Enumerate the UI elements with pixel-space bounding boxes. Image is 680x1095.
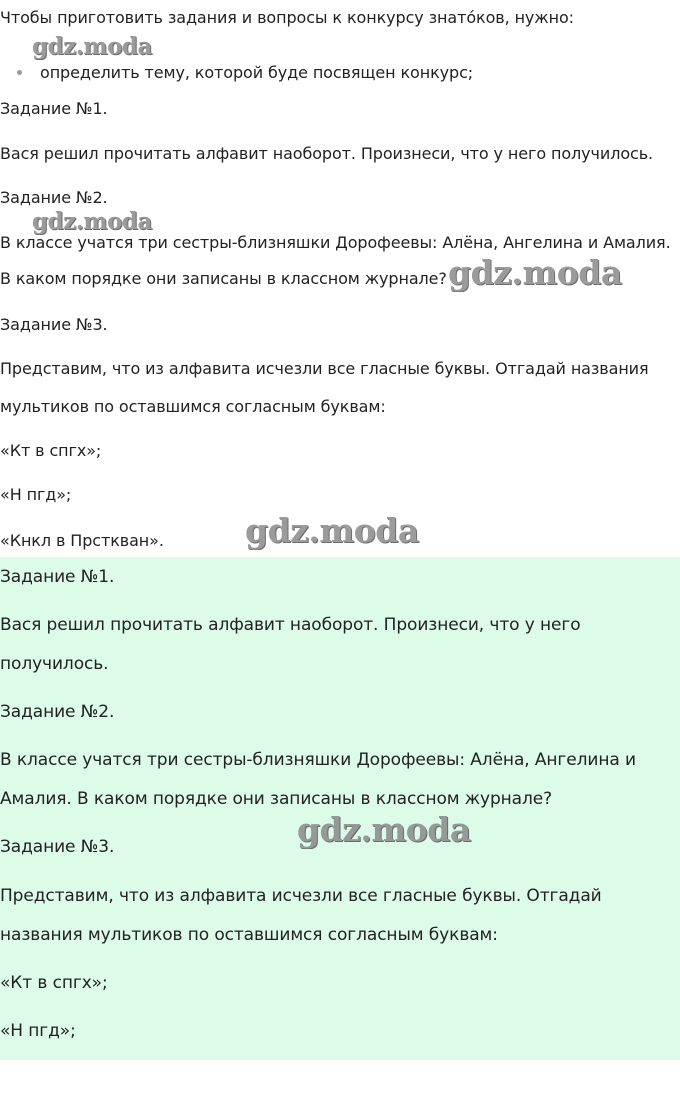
task2-line2: В каком порядке они записаны в классном журнале? bbox=[0, 269, 447, 288]
task3-title: Задание №3. bbox=[0, 315, 108, 334]
answer-task1-title: Задание №1. bbox=[0, 567, 115, 587]
bullet-icon bbox=[17, 70, 22, 75]
answer-task3-line1: Представим, что из алфавита исчезли все гласные буквы. Отгадай bbox=[0, 886, 602, 906]
bullet-item: определить тему, которой буде посвящен конкурс; bbox=[40, 63, 474, 82]
watermark-logo: gdz.moda bbox=[32, 33, 152, 60]
watermark-logo: gdz.moda bbox=[448, 253, 622, 292]
task3-item-2: «Н пгд»; bbox=[0, 485, 72, 504]
answer-task2-line1: В классе учатся три сестры-близняшки Дорофеевы: Алёна, Ангелина и bbox=[0, 750, 636, 770]
task3-line2: мультиков по оставшимся согласным буквам: bbox=[0, 397, 386, 416]
answer-task1-line2: получилось. bbox=[0, 654, 109, 674]
watermark-logo: gdz.moda bbox=[32, 208, 152, 235]
task3-item-1: «Кт в спгх»; bbox=[0, 441, 102, 460]
answer-task2-line2: Амалия. В каком порядке они записаны в классном журнале? bbox=[0, 789, 553, 809]
intro-text: Чтобы приготовить задания и вопросы к конкурсу знатóков, нужно: bbox=[0, 8, 574, 27]
answer-task3-item-1: «Кт в спгх»; bbox=[0, 973, 108, 993]
task2-title: Задание №2. bbox=[0, 188, 108, 207]
watermark-logo: gdz.moda bbox=[245, 511, 419, 550]
answer-task1-line1: Вася решил прочитать алфавит наоборот. Произнеси, что у него bbox=[0, 615, 581, 635]
task1-title: Задание №1. bbox=[0, 99, 108, 118]
answer-task3-item-2: «Н пгд»; bbox=[0, 1021, 76, 1041]
answer-box bbox=[0, 557, 680, 1060]
task3-item-3: «Кнкл в Прсткван». bbox=[0, 531, 164, 550]
answer-task3-line2: названия мультиков по оставшимся согласным буквам: bbox=[0, 925, 498, 945]
watermark-logo: gdz.moda bbox=[297, 810, 471, 849]
answer-task3-title: Задание №3. bbox=[0, 837, 115, 857]
task2-line1: В классе учатся три сестры-близняшки Дорофеевы: Алёна, Ангелина и Амалия. bbox=[0, 233, 671, 252]
answer-task2-title: Задание №2. bbox=[0, 702, 115, 722]
task1-text: Вася решил прочитать алфавит наоборот. Произнеси, что у него получилось. bbox=[0, 144, 654, 163]
task3-line1: Представим, что из алфавита исчезли все гласные буквы. Отгадай названия bbox=[0, 359, 649, 378]
